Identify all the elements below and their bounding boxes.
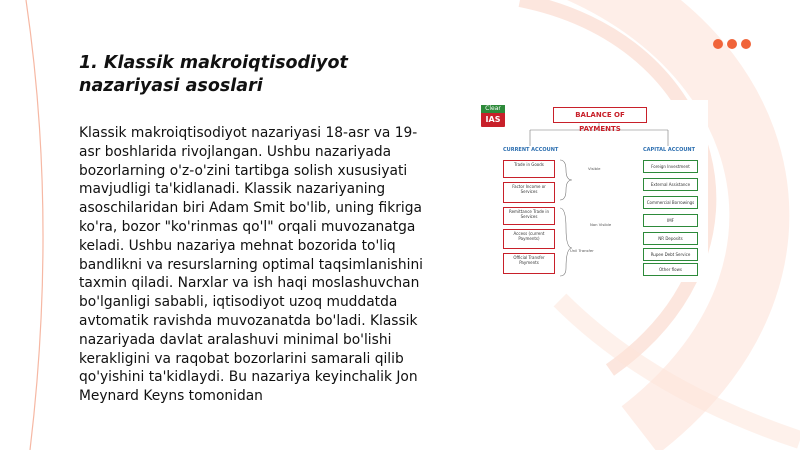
capital-account-item: NR Deposits [643, 232, 698, 245]
slide-body-text: Klassik makroiqtisodiyot nazariyasi 18-asr va 19-asr boshlarida rivojlangan. Ushbu nazariyada bozorlarning o'z-o'zini tartibga solish xususiyati mavjudligi ta'kidlanadi. Klassik nazariyaning asoschilaridan biri Adam Smit bo'lib, uning fikriga ko'ra, bozor "ko'rinmas qo'l" orqali muvozanatga keladi. Ushbu nazariya mehnat bozorida to'liq bandlikni va resurslarning optimal taqsimlanishini taxmin qiladi. Narxlar va ish haqi moslashuvchan bo'lganligi sababli, iqtisodiyot uzoq muddatda avtomatik ravishda muvozanatda bo'ladi. Klassik nazariyada davlat aralashuvi minimal bo'lishi kerakligini va raqobat bozorlarini samarali qilib qo'yishini ta'kidlaydi. Bu nazariya keyinchalik Jon Meynard Keyns tomonidan [79, 125, 424, 405]
dot-icon [727, 39, 737, 49]
dot-icon [713, 39, 723, 49]
side-label: Unil Transfer [570, 248, 594, 253]
current-account-item: Access (current Payments) [503, 229, 555, 249]
capital-account-heading: CAPITAL ACCOUNT [643, 147, 695, 153]
capital-account-item: Foreign Investment [643, 160, 698, 173]
capital-account-item: Commercial Borrowings [643, 196, 698, 209]
capital-account-item: IMF [643, 214, 698, 227]
capital-account-item: External Assistance [643, 178, 698, 191]
balance-of-payments-diagram [478, 100, 708, 282]
clear-ias-logo: Clear IAS [481, 105, 505, 127]
current-account-item: Official Transfer Payments [503, 253, 555, 274]
capital-account-item: Other flows [643, 263, 698, 276]
current-account-item: Remittance Trade in Services [503, 207, 555, 225]
diagram-title: BALANCE OF PAYMENTS [553, 107, 647, 123]
slide-menu-dots [713, 39, 751, 49]
current-account-item: Factor Income or Services [503, 182, 555, 203]
slide-title: 1. Klassik makroiqtisodiyot nazariyasi asoslari [79, 53, 348, 96]
dot-icon [741, 39, 751, 49]
current-account-item: Trade in Goods [503, 160, 555, 178]
current-account-heading: CURRENT ACCOUNT [503, 147, 559, 153]
side-label: Visible [588, 166, 601, 171]
side-label: Non Visible [590, 222, 612, 227]
capital-account-item: Rupee Debt Service [643, 248, 698, 261]
